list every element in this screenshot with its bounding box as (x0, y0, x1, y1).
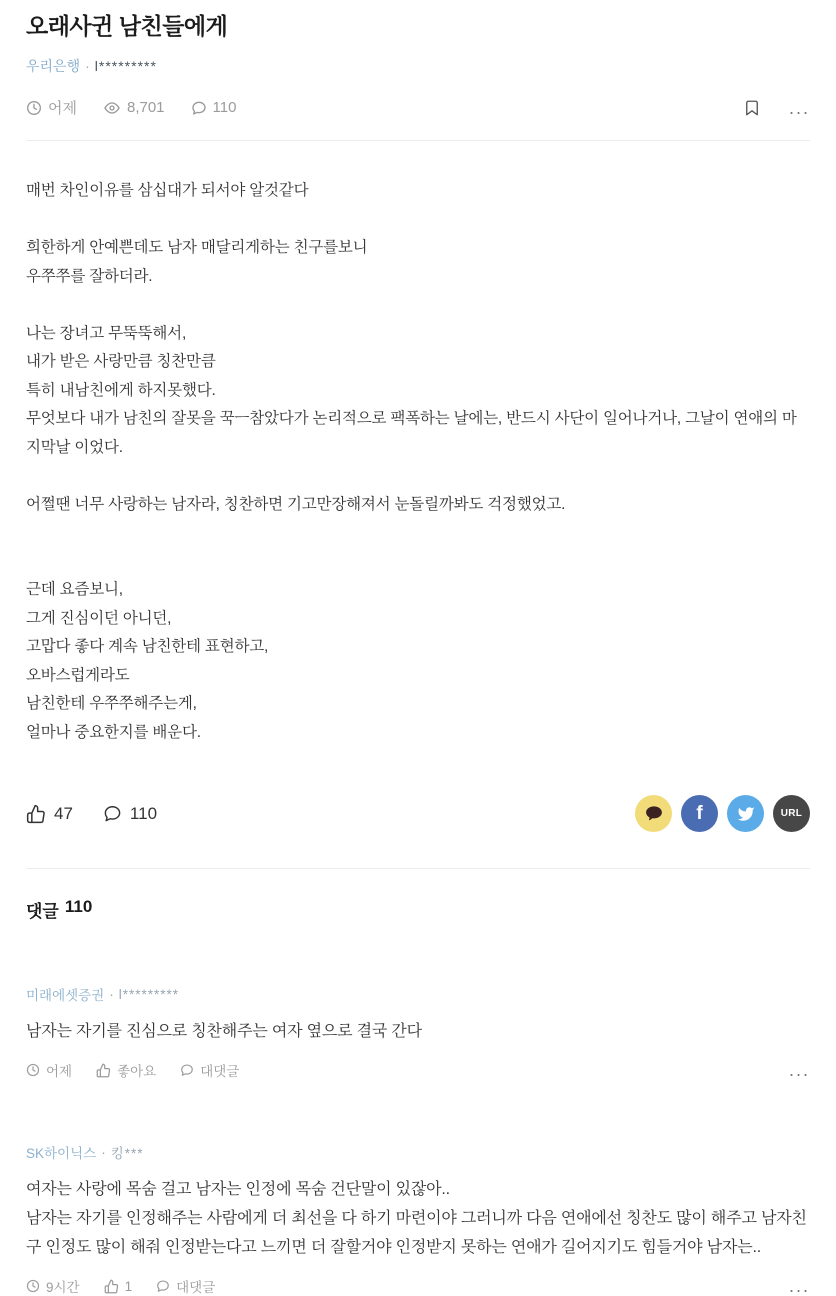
author-separator: · (85, 58, 90, 74)
body-line (26, 519, 810, 548)
post-views: 8,701 (103, 99, 165, 116)
body-line: 우쭈쭈를 잘하더라. (26, 267, 153, 285)
clock-icon (26, 1279, 40, 1293)
comment-author-username: l********* (118, 986, 180, 1002)
bookmark-icon[interactable] (743, 98, 761, 118)
post-time: 어제 (26, 97, 77, 118)
comment-author (26, 984, 810, 1004)
body-line (26, 206, 810, 235)
comment-text: 남자는 자기를 진심으로 칭찬해주는 여자 옆으로 결국 간다 (26, 1023, 422, 1040)
comment-more-icon[interactable]: ... (788, 1276, 810, 1296)
body-line: 고맙다 좋다 계속 남친한테 표현하고, (26, 638, 269, 655)
more-options-icon[interactable]: ... (788, 97, 810, 118)
post-body (26, 177, 810, 747)
comment-author-separator: · (109, 986, 114, 1002)
comment-author (26, 1142, 810, 1162)
comment-author-company[interactable]: 미래에셋증권 (26, 988, 105, 1003)
body-line (26, 291, 810, 320)
comment-reply-button[interactable]: 대댓글 (180, 1060, 239, 1080)
comment-bubble-icon (191, 100, 207, 116)
twitter-icon (736, 805, 756, 823)
thumbs-up-icon (104, 1279, 119, 1294)
body-line: 나는 장녀고 무뚝뚝해서, (26, 324, 187, 342)
kakao-icon (644, 804, 664, 823)
share-twitter-button[interactable] (727, 795, 764, 832)
body-line: 매번 차인이유를 삼십대가 되서야 알것같다 (26, 182, 309, 199)
thumbs-up-icon (26, 804, 46, 824)
share-facebook-button[interactable] (681, 795, 718, 832)
body-line: 내가 받은 사랑만큼 칭찬만큼 (26, 353, 216, 370)
clock-icon (26, 1063, 40, 1077)
like-button[interactable] (26, 804, 73, 824)
eye-icon (103, 100, 121, 116)
body-line: 그게 진심이던 아니던, (26, 609, 172, 627)
post-action-row (26, 795, 810, 832)
author-company[interactable]: 우리은행 (26, 58, 81, 74)
post-stats-row (26, 97, 810, 118)
comment-like-button[interactable]: 1 (104, 1279, 133, 1294)
like-count: 47 (54, 803, 73, 823)
comment-meta (26, 1276, 810, 1296)
url-icon: URL (780, 808, 803, 819)
comment-item (26, 984, 810, 1080)
body-line: 무엇보다 내가 남친의 잘못을 꾹ㅡ참았다가 논리적으로 팩폭하는 날에는, 반드시 사단이 일어나거나, 그날이 연애의 마지막날 이었다. (26, 410, 797, 456)
post-title: 오래사귄 남친들에게 (26, 13, 228, 39)
comment-like-button[interactable]: 좋아요 (96, 1060, 156, 1080)
body-line (26, 462, 810, 491)
comment-meta (26, 1060, 810, 1080)
comments-header: 댓글 110 (26, 897, 93, 921)
comment-more-icon[interactable]: ... (788, 1060, 810, 1080)
share-buttons (635, 795, 810, 832)
comment-reply-button[interactable]: 대댓글 (156, 1276, 215, 1296)
comments-header-count: 110 (64, 897, 93, 916)
comment-time: 9시간 (26, 1276, 80, 1296)
post-comment-count: 110 (191, 99, 237, 116)
comment-item (26, 1142, 810, 1296)
comment-count: 110 (129, 803, 158, 823)
facebook-icon: f (696, 802, 703, 824)
comment-author-username: 킹*** (110, 1146, 144, 1161)
reply-bubble-icon (156, 1279, 170, 1293)
comment-text: 여자는 사랑에 목숨 걸고 남자는 인정에 목숨 건단말이 있잖아.. 남자는 자기를 인정해주는 사람에게 더 최선을 다 하기 마련이야 그러니까 다음 연애에선 칭찬도 많이 해주고 남자친구 인정도 많이 해줘 인정받는다고 느끼면 더 잘할거야 인정받지 못하는 연애가 길어지기도 힘들거야 남자는.. (26, 1181, 807, 1256)
thumbs-up-icon (96, 1063, 111, 1078)
share-kakao-button[interactable] (635, 795, 672, 832)
share-url-button[interactable] (773, 795, 810, 832)
body-line (26, 548, 810, 577)
comment-author-separator: · (101, 1144, 106, 1160)
body-line: 오바스럽게라도 (26, 666, 130, 684)
comment-bubble-icon (103, 804, 122, 823)
post-author (26, 56, 810, 76)
comment-author-company[interactable]: SK하이닉스 (26, 1146, 97, 1161)
comments-button[interactable] (103, 804, 157, 824)
reply-bubble-icon (180, 1063, 194, 1077)
clock-icon (26, 100, 42, 116)
body-line: 근데 요즘보니, (26, 581, 123, 598)
body-line: 남친한테 우쭈쭈해주는게, (26, 695, 197, 712)
body-line: 얼마나 중요한지를 배운다. (26, 723, 201, 741)
comments-divider (26, 868, 810, 869)
author-username: l********* (94, 58, 157, 74)
body-line: 어쩔땐 너무 사랑하는 남자라, 칭찬하면 기고만장해져서 눈돌릴까봐도 걱정했었고. (26, 495, 566, 513)
body-line: 희한하게 안예쁜데도 남자 매달리게하는 친구를보니 (26, 239, 368, 256)
header-divider (26, 140, 810, 141)
body-line: 특히 내남친에게 하지못했다. (26, 381, 216, 399)
comment-time: 어제 (26, 1060, 72, 1080)
